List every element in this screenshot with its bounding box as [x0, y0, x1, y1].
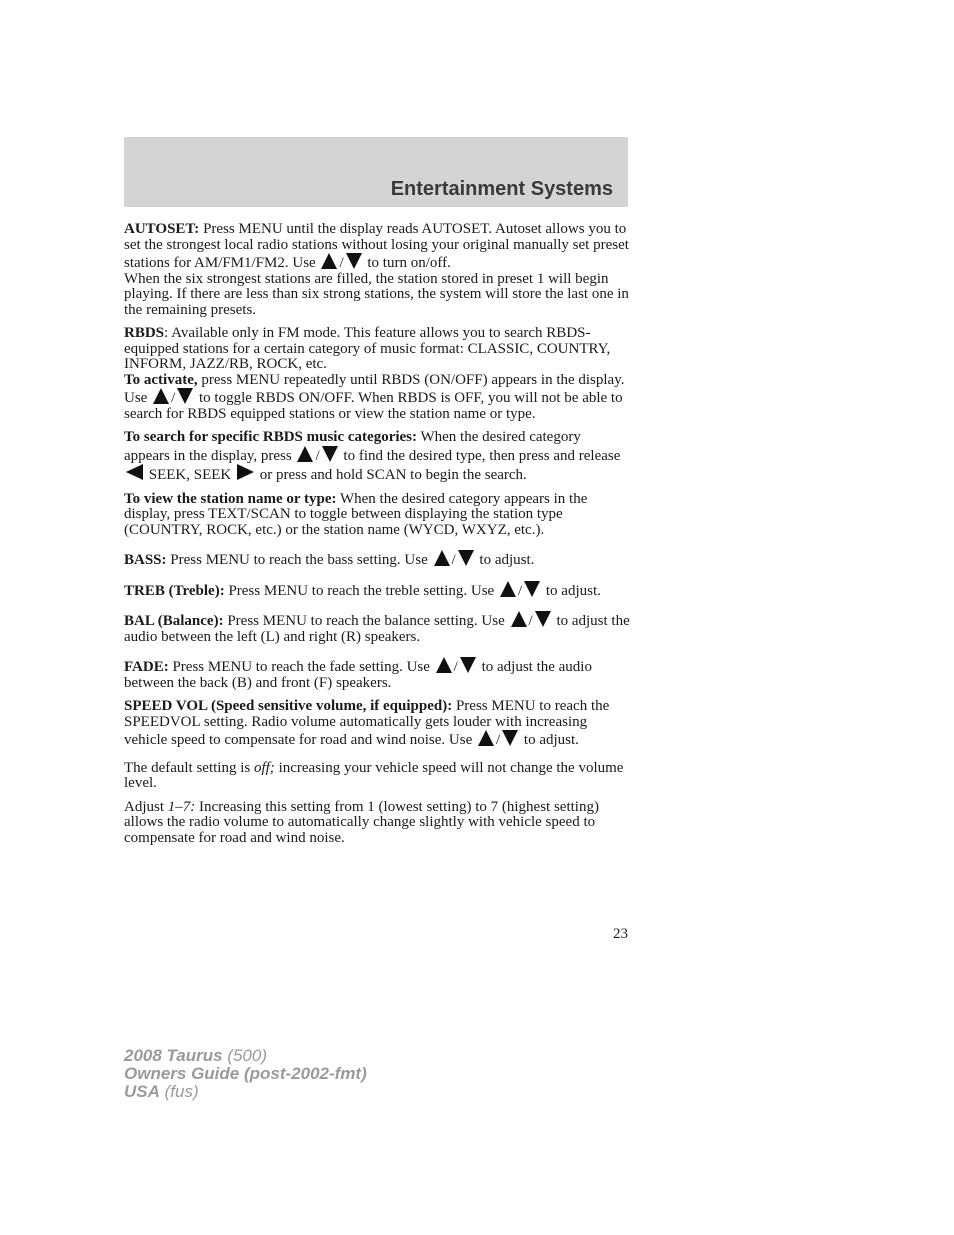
up-arrow-icon	[153, 388, 169, 404]
seek-left-icon	[126, 464, 143, 480]
header-band	[124, 137, 628, 207]
down-arrow-icon	[346, 253, 362, 269]
autoset-paragraph-2: When the six strongest stations are filled, the station stored in preset 1 will begin playing. If there are less than six strong stations, the system will store the last one in the remaining presets.	[124, 270, 629, 318]
bass-label: BASS:	[124, 552, 167, 568]
treb-label: TREB (Treble):	[124, 582, 225, 599]
down-arrow-icon	[177, 388, 193, 404]
up-arrow-icon	[436, 657, 452, 673]
down-arrow-icon	[524, 581, 540, 597]
fade-paragraph: FADE: Press MENU to reach the fade setting. Use / to adjust the audio between the back (B) and front (F) speakers.	[124, 659, 592, 691]
page-number: 23	[613, 926, 628, 942]
autoset-paragraph: AUTOSET: Press MENU until the display reads AUTOSET. Autoset allows you to set the strongest local radio stations without losing your original manually set preset stations for AM/FM1/FM2. Use / to turn on/off.	[124, 221, 629, 271]
search-paragraph: To search for specific RBDS music categories: When the desired category appears in the display, press / to find the desired type, then press and release SEEK, SEEK or press and hold SCAN to begin the search.	[124, 429, 621, 483]
down-arrow-icon	[322, 446, 338, 462]
bass-paragraph: BASS: Press MENU to reach the bass setting. Use / to adjust.	[124, 552, 535, 568]
treb-paragraph: TREB (Treble): Press MENU to reach the treble setting. Use / to adjust.	[124, 582, 601, 599]
footer-line-3: USA (fus)	[124, 1082, 199, 1101]
bal-paragraph: BAL (Balance): Press MENU to reach the balance setting. Use / to adjust the audio between the left (L) and right (R) speakers.	[124, 613, 630, 645]
autoset-label: AUTOSET:	[124, 221, 200, 237]
up-arrow-icon	[297, 446, 313, 462]
view-paragraph: To view the station name or type: When the desired category appears in the display, press TEXT/SCAN to toggle between displaying the station type (COUNTRY, ROCK, etc.) or the station name (WYCD, WXYZ, etc.).	[124, 490, 588, 538]
footer-line-2: Owners Guide (post-2002-fmt)	[124, 1064, 367, 1083]
section-title: Entertainment Systems	[390, 178, 613, 200]
down-arrow-icon	[502, 730, 518, 746]
seek-right-icon	[237, 464, 254, 480]
down-arrow-icon	[458, 550, 474, 566]
down-arrow-icon	[535, 611, 551, 627]
up-arrow-icon	[321, 253, 337, 269]
activate-label: To activate,	[124, 371, 198, 388]
search-label: To search for specific RBDS music categories:	[124, 429, 418, 445]
activate-paragraph: To activate, press MENU repeatedly until RBDS (ON/OFF) appears in the display. Use / to toggle RBDS ON/OFF. When RBDS is OFF, you will not be able to search for RBDS equipped stations or view the station name or type.	[124, 371, 625, 422]
up-arrow-icon	[500, 581, 516, 597]
fade-label: FADE:	[124, 659, 169, 675]
page-content	[124, 222, 630, 846]
up-arrow-icon	[478, 730, 494, 746]
bal-label: BAL (Balance):	[124, 613, 224, 629]
rbds-label: RBDS	[124, 325, 165, 341]
up-arrow-icon	[511, 611, 527, 627]
default-paragraph: The default setting is off; increasing your vehicle speed will not change the volume level.	[124, 759, 624, 791]
rbds-paragraph: RBDS: Available only in FM mode. This feature allows you to search RBDS-equipped stations for a certain category of music format: CLASSIC, COUNTRY, INFORM, JAZZ/RB, ROCK, etc.	[124, 325, 611, 372]
view-label: To view the station name or type:	[124, 490, 337, 507]
adjust-paragraph: Adjust 1–7: Increasing this setting from 1 (lowest setting) to 7 (highest setting) allows the radio volume to automatically change slightly with vehicle speed to compensate for road and wind noise.	[124, 798, 599, 846]
speedvol-label: SPEED VOL (Speed sensitive volume, if equipped):	[124, 698, 453, 714]
up-arrow-icon	[434, 550, 450, 566]
down-arrow-icon	[460, 657, 476, 673]
footer	[124, 1047, 367, 1101]
footer-line-1: 2008 Taurus (500)	[124, 1046, 268, 1065]
speedvol-paragraph: SPEED VOL (Speed sensitive volume, if equipped): Press MENU to reach the SPEEDVOL setting. Radio volume automatically gets louder with increasing vehicle speed to compensate for road and wind noise. Use / to adjust.	[124, 698, 610, 748]
